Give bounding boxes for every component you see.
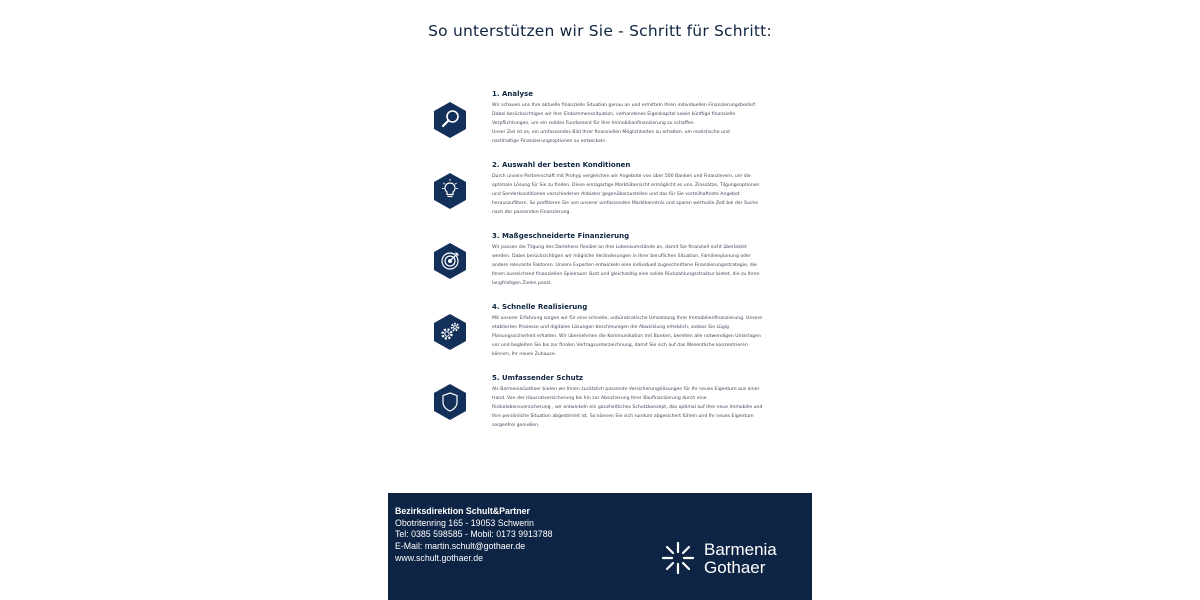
gears-icon [434,314,466,350]
magnifier-icon [434,102,466,138]
step-text: Wir passen die Tilgung des Darlehens flexibel an Ihre Lebensumstände an, damit Sie finanziell nicht überlastet werden. Dabei berücksichtigen wir mögliche Veränderungen in Ihrer beruflichen Situation, Familienplanung oder andere relevante Faktoren. Unsere Experten entwickeln eine individuell zugeschnittene Finanzierungsstrategie, die Ihnen ausreichend finanziellen Spielraum lässt und gleichzeitig eine solide Rückzahlungsstruktur bietet, die zu Ihren langfristigen Zielen passt. [492,245,760,286]
page-title: So unterstützen wir Sie - Schritt für Schritt: [428,22,772,40]
brand-line-1: Barmenia [704,540,777,559]
step-title: 4. Schnelle Realisierung [492,303,588,311]
company-name: Bezirksdirektion Schult&Partner [395,506,530,516]
phone: Tel: 0385 598585 - Mobil: 0173 9913788 [395,529,553,540]
step-text: Mit unserer Erfahrung sorgen wir für eine schnelle, unbürokratische Umsetzung Ihrer Immobilienfinanzierung. Unsere etablierten Prozesse und digitalen Lösungen beschleunigen die Abwicklung erheblich, sodass Sie zügig Planungssicherheit erhalten. Wir übernehmen die Kommunikation mit Banken, bereiten alle notwendigen Unterlagen vor und begleiten Sie bis zur finalen Vertragsunterzeichnung, damit Sie sich auf das Wesentliche konzentrieren können, Ihr neues Zuhause. [492,316,763,357]
contact-block [395,506,553,565]
target-icon [434,243,466,279]
email: E-Mail: martin.schult@gothaer.de [395,541,526,552]
step-title: 1. Analyse [492,90,533,98]
step-title: 2. Auswahl der besten Konditionen [492,161,631,169]
burst-logo-icon [661,541,695,575]
step-text: Wir schauen uns Ihre aktuelle finanzielle Situation genau an und ermitteln Ihren individuellen Finanzierungsbedarf. Dabei berücksichtigen wir Ihre Einkommenssituation, vorhandenes Eigenkapital sowie künftige finanzielle Verpflichtungen, um ein solides Fundament für Ihre Immobilienfinanzierung zu schaffen. Unser Ziel ist es, ein umfassendes Bild Ihrer finanziellen Möglichkeiten zu erhalten, um realistische und nachhaltige Finanzierungsoptionen zu entwickeln. [492,103,757,144]
brand-line-2: Gothaer [704,557,766,577]
step-text: Als BarmeniaGothaer bieten wir Ihnen zusätzlich passende Versicherungslösungen für Ihr neues Eigentum aus einer Hand. Von der Hausratversicherung bis hin zur Absicherung Ihrer Baufinanzierung durch eine Risikolebensversicherung , wir entwickeln ein ganzheitliches Schutzkonzept, das optimal auf Ihre neue Immobilie und Ihre persönliche Situation abgestimmt ist. So können Sie sich rundum abgesichert fühlen und Ihr neues Eigentum sorgenfrei genießen. [492,387,763,428]
step-title: 3. Maßgeschneiderte Finanzierung [492,232,630,240]
footer [388,493,812,600]
step-text: Durch unsere Partnerschaft mit Prohyp vergleichen wir Angebote von über 500 Banken und Finanzierern, um die optimale Lösung für Sie zu finden. Diese einzigartige Marktübersicht ermöglicht es uns, Zinssätze, Tilgungsoptionen und Sonderkonditionen verschiedener Anbieter gegenüberzustellen und das für Sie vorteilhafteste Angebot herauszufiltern. So profitieren Sie von unserer umfassenden Marktkenntnis und sparen wertvolle Zeit bei der Suche nach der passenden Finanzierung. [492,174,760,215]
shield-icon [434,384,466,420]
brand-logo [661,541,801,577]
step-title: 5. Umfassender Schutz [492,374,584,382]
brand-name [704,541,777,576]
lightbulb-icon [434,173,466,209]
website: www.schult.gothaer.de [395,552,484,563]
address: Obotritenring 165 - 19053 Schwerin [395,517,534,528]
